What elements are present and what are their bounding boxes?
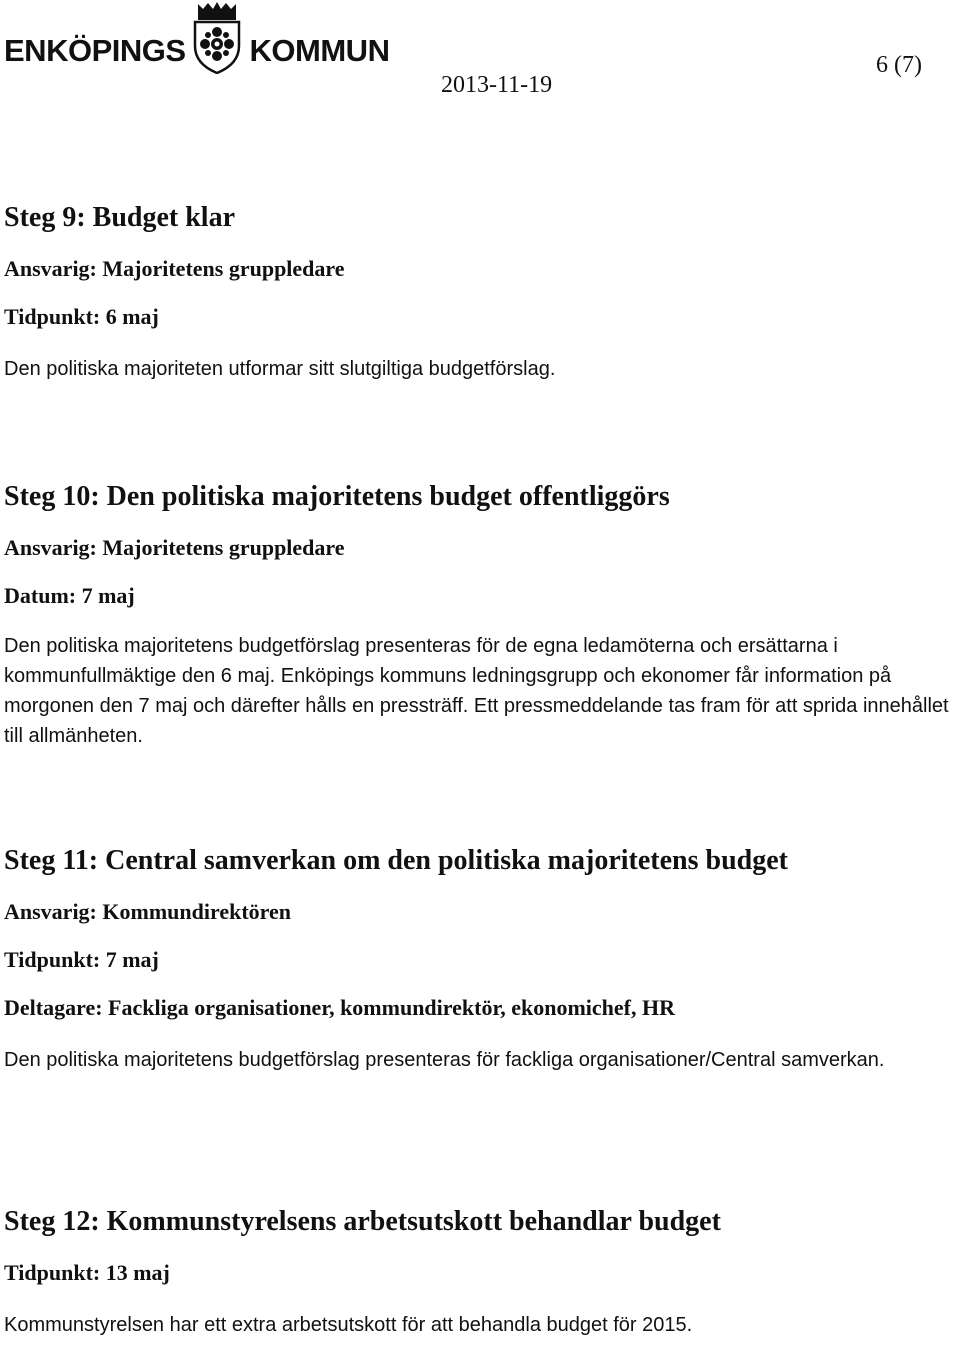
step-time: Tidpunkt: 13 maj xyxy=(4,1260,170,1285)
logo-text-right: KOMMUN xyxy=(249,33,390,68)
step-heading: Steg 11: Central samverkan om den politiska majoritetens budget xyxy=(4,845,788,876)
step-description: Den politiska majoritetens budgetförslag presenteras för fackliga organisationer/Central samverkan. xyxy=(4,1049,885,1071)
logo-text-left: ENKÖPINGS xyxy=(4,33,186,68)
step-participants: Deltagare: Fackliga organisationer, kommundirektör, ekonomichef, HR xyxy=(4,995,675,1020)
step-description: Den politiska majoritetens budgetförslag presenteras för de egna ledamöterna och ersättarna i kommunfullmäktige den 6 maj. Enköpings kommuns ledningsgrupp och ekonomer får information på morgonen den 7 maj och därefter hålls en pressträff. Ett pressmeddelande tas fram för att sprida innehållet till allmänheten. xyxy=(4,635,949,747)
step-heading: Steg 12: Kommunstyrelsens arbetsutskott behandlar budget xyxy=(4,1206,721,1237)
step-12-section xyxy=(4,1206,959,1340)
step-11-section xyxy=(4,845,959,1075)
document-date: 2013-11-19 xyxy=(441,72,553,98)
step-time: Tidpunkt: 6 maj xyxy=(4,304,159,329)
step-heading: Steg 10: Den politiska majoritetens budget offentliggörs xyxy=(4,481,670,512)
municipality-logo xyxy=(4,2,389,74)
step-responsible: Ansvarig: Majoritetens gruppledare xyxy=(4,256,345,281)
step-responsible: Ansvarig: Majoritetens gruppledare xyxy=(4,535,345,560)
step-9-section xyxy=(4,202,959,384)
step-heading: Steg 9: Budget klar xyxy=(4,202,235,233)
page-header xyxy=(0,0,960,110)
step-description: Kommunstyrelsen har ett extra arbetsutskott för att behandla budget för 2015. xyxy=(4,1314,693,1336)
step-responsible: Ansvarig: Kommundirektören xyxy=(4,899,292,924)
coat-of-arms-icon xyxy=(192,2,242,74)
page-number: 6 (7) xyxy=(876,52,922,78)
step-date: Datum: 7 maj xyxy=(4,583,135,608)
step-description: Den politiska majoriteten utformar sitt slutgiltiga budgetförslag. xyxy=(4,358,556,380)
step-time: Tidpunkt: 7 maj xyxy=(4,947,159,972)
step-10-section xyxy=(4,481,959,751)
